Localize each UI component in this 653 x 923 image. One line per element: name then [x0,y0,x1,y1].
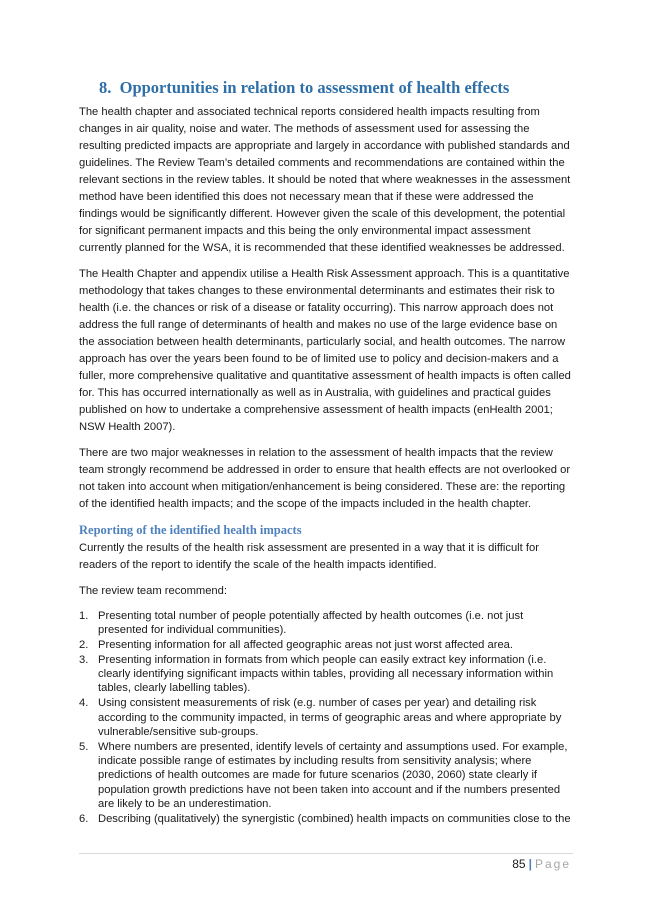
page-number: 85 [512,857,526,871]
list-item [79,740,573,811]
recommendation-list [79,609,573,826]
list-item-text: Describing (qualitatively) the synergistic (combined) health impacts on communities close to the [98,812,571,825]
list-item-text: Using consistent measurements of risk (e.g. number of cases per year) and detailing risk according to the community impacted, in terms of geographic areas and where appropriate by vulnerable/sensitive sub-groups. [98,697,562,738]
document-page [79,78,573,826]
list-item-text: Presenting information for all affected geographic areas not just worst affected area. [98,639,514,652]
list-item [79,653,573,696]
list-item-number: 2. [79,639,89,652]
subsection-intro: Currently the results of the health risk assessment are presented in a way that it is difficult for readers of the report to identify the scale of the health impacts identified. [79,542,539,571]
list-item [79,812,573,826]
section-title: Opportunities in relation to assessment of health effects [119,78,510,97]
list-item-text: Presenting information in formats from which people can easily extract key information (i.e. clearly identifying significant impacts within tables, providing all necessary information within tables, clearly labelling tables). [98,653,554,695]
page-label: Page [534,857,571,871]
paragraph-3: There are two major weaknesses in relation to the assessment of health impacts that the review team strongly recommend be addressed in order to ensure that health effects are not overlooked or not taken into account when mitigation/enhancement is being considered. These are: the reporting of the identified health impacts; and the scope of the impacts included in the health chapter. [79,447,571,510]
list-item-text: Presenting total number of people potentially affected by health outcomes (i.e. not just presented for individual communities). [98,610,524,637]
list-item-number: 4. [79,697,89,710]
list-item [79,609,573,638]
paragraph-1: The health chapter and associated technical reports considered health impacts resulting from changes in air quality, noise and water. The methods of assessment used for assessing the resulting predicted impacts are appropriate and largely in accordance with published standards and guidelines. The Review Team’s detailed comments and recommendations are contained within the relevant sections in the review tables. It should be noted that where weaknesses in the assessment method have been identified this does not necessary mean that if these were addressed the findings would be significantly different. However given the scale of this development, the potential for significant permanent impacts and this being the only environmental impact assessment currently planned for the WSA, it is recommended that these identified weaknesses be addressed. [79,106,571,254]
list-item-number: 6. [79,812,89,825]
list-item-number: 5. [79,740,89,753]
paragraph-2: The Health Chapter and appendix utilise a Health Risk Assessment approach. This is a quantitative methodology that takes changes to these environmental determinants and estimates their risk to health (i.e. the chances or risk of a disease or fatality occurring). This narrow approach does not address the full range of determinants of health and makes no use of the large evidence base on the association between health determinants, particularly social, and health outcomes. The narrow approach has over the years been found to be of limited use to policy and decision-makers and a fuller, more comprehensive qualitative and quantitative assessment of health impacts is often called for. This has occurred internationally as well as in Australia, with guidelines and practical guides published on how to undertake a comprehensive assessment of health impacts (enHealth 2001; NSW Health 2007). [79,268,571,433]
list-item-number: 3. [79,653,89,666]
footer-divider [79,853,573,854]
list-item [79,696,573,739]
list-item-number: 1. [79,610,89,622]
section-heading [79,78,573,98]
recommendation-lead: The review team recommend: [79,585,227,597]
list-item-text: Where numbers are presented, identify levels of certainty and assumptions used. For example, indicate possible range of estimates by including results from sensitivity analysis; where predictions of health outcomes are made for future scenarios (2030, 2060) state clearly if population growth predictions have not been taken into account and if the numbers presented are likely to be an underestimation. [98,740,568,810]
section-number: 8. [99,78,112,97]
footer-separator: | [528,857,532,871]
list-item [79,638,573,652]
page-footer [512,856,571,872]
subsection-heading: Reporting of the identified health impacts [79,523,302,537]
